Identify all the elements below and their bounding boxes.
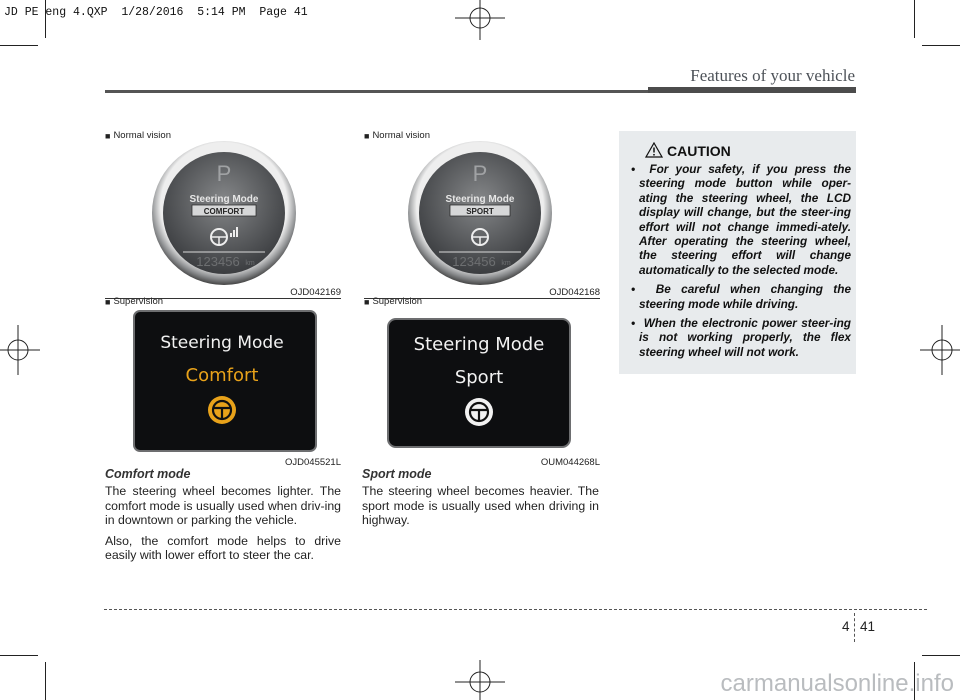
caution-title: CAUTION (667, 143, 731, 159)
sport-heading: Sport mode (362, 467, 432, 481)
screen-mode-label: Comfort (185, 365, 259, 386)
caution-box (619, 131, 856, 374)
caution-item: • When the electronic power steer-ing is not working properly, the flex steering wheel will not work. (631, 316, 852, 359)
footer-rule (104, 609, 927, 610)
screen-mode-label: Sport (454, 367, 504, 388)
odometer-value: 123456 (196, 254, 240, 269)
figure-sport-gauge (364, 130, 600, 299)
caution-item: • Be careful when changing the steering mode while driving. (631, 282, 852, 311)
cluster-gauge-image (364, 141, 600, 287)
figure-caption: ■ Normal vision (364, 130, 430, 141)
figure-code: OJD045521L (285, 457, 341, 468)
comfort-section (105, 467, 341, 569)
figure-sport-supervision (364, 296, 600, 468)
sport-paragraph: The steering wheel becomes heavier. The sport mode is usually used when driving in highway. (362, 484, 599, 527)
figure-caption: ■ Supervision (364, 296, 423, 307)
supervision-display-image (364, 307, 600, 453)
page-number: 41 (860, 619, 876, 634)
figure-comfort-gauge (105, 130, 341, 299)
comfort-paragraph: The steering wheel becomes lighter. The comfort mode is usually used when driv-ing in downtown or parking the vehicle. (105, 484, 341, 527)
odometer-value: 123456 (452, 254, 496, 269)
page-number-separator (854, 613, 855, 642)
caution-list (627, 162, 851, 364)
sport-section (362, 467, 599, 534)
crop-mark (922, 655, 960, 656)
print-header: JD PE eng 4.QXP 1/28/2016 5:14 PM Page 41 (4, 6, 308, 19)
supervision-display-image (105, 307, 341, 453)
figure-code: OJD042169 (290, 287, 341, 298)
section-title: Features of your vehicle (690, 66, 855, 85)
crop-mark (914, 0, 915, 38)
odometer-unit: km (501, 260, 511, 267)
odometer-unit: km (245, 260, 255, 267)
chapter-number: 4 (842, 619, 850, 634)
crop-mark (0, 45, 38, 46)
crop-mark (0, 655, 38, 656)
crop-mark (45, 662, 46, 700)
screen-title: Steering Mode (413, 334, 545, 355)
comfort-heading: Comfort mode (105, 467, 191, 481)
gauge-mode-label: COMFORT (203, 207, 245, 216)
title-rule-accent (648, 87, 856, 93)
comfort-body (105, 484, 341, 563)
figure-caption: ■ Supervision (105, 296, 164, 307)
gauge-title: Steering Mode (189, 194, 259, 205)
warning-triangle-icon (645, 142, 663, 158)
cluster-gauge-image (105, 141, 341, 287)
caption-marker: ■ (105, 130, 111, 141)
gauge-title: Steering Mode (445, 194, 515, 205)
registration-target-icon (450, 660, 510, 700)
registration-target-icon (450, 0, 510, 40)
caution-item: • For your safety, if you press the steering mode button while oper-ating the steering wheel, the LCD display will change, but the steer-ing effort will not change immedi-ately. After operating the steering wheel, the steering effort will change automatically to the selected mode. (631, 162, 852, 277)
gauge-gear-indicator: P (216, 161, 232, 186)
crop-mark (922, 45, 960, 46)
comfort-paragraph: Also, the comfort mode helps to drive easily with lower effort to steer the car. (105, 533, 341, 562)
registration-target-icon (0, 320, 40, 380)
registration-target-icon (920, 320, 960, 380)
sport-body (362, 484, 599, 528)
figure-code: OJD042168 (549, 287, 600, 298)
screen-title: Steering Mode (160, 333, 284, 353)
figure-caption: ■ Normal vision (105, 130, 171, 141)
figure-code: OUM044268L (540, 457, 600, 468)
gauge-gear-indicator: P (472, 161, 488, 186)
figure-comfort-supervision (105, 296, 341, 468)
gauge-mode-label: SPORT (466, 207, 494, 216)
watermark: carmanualsonline.info (720, 670, 954, 697)
